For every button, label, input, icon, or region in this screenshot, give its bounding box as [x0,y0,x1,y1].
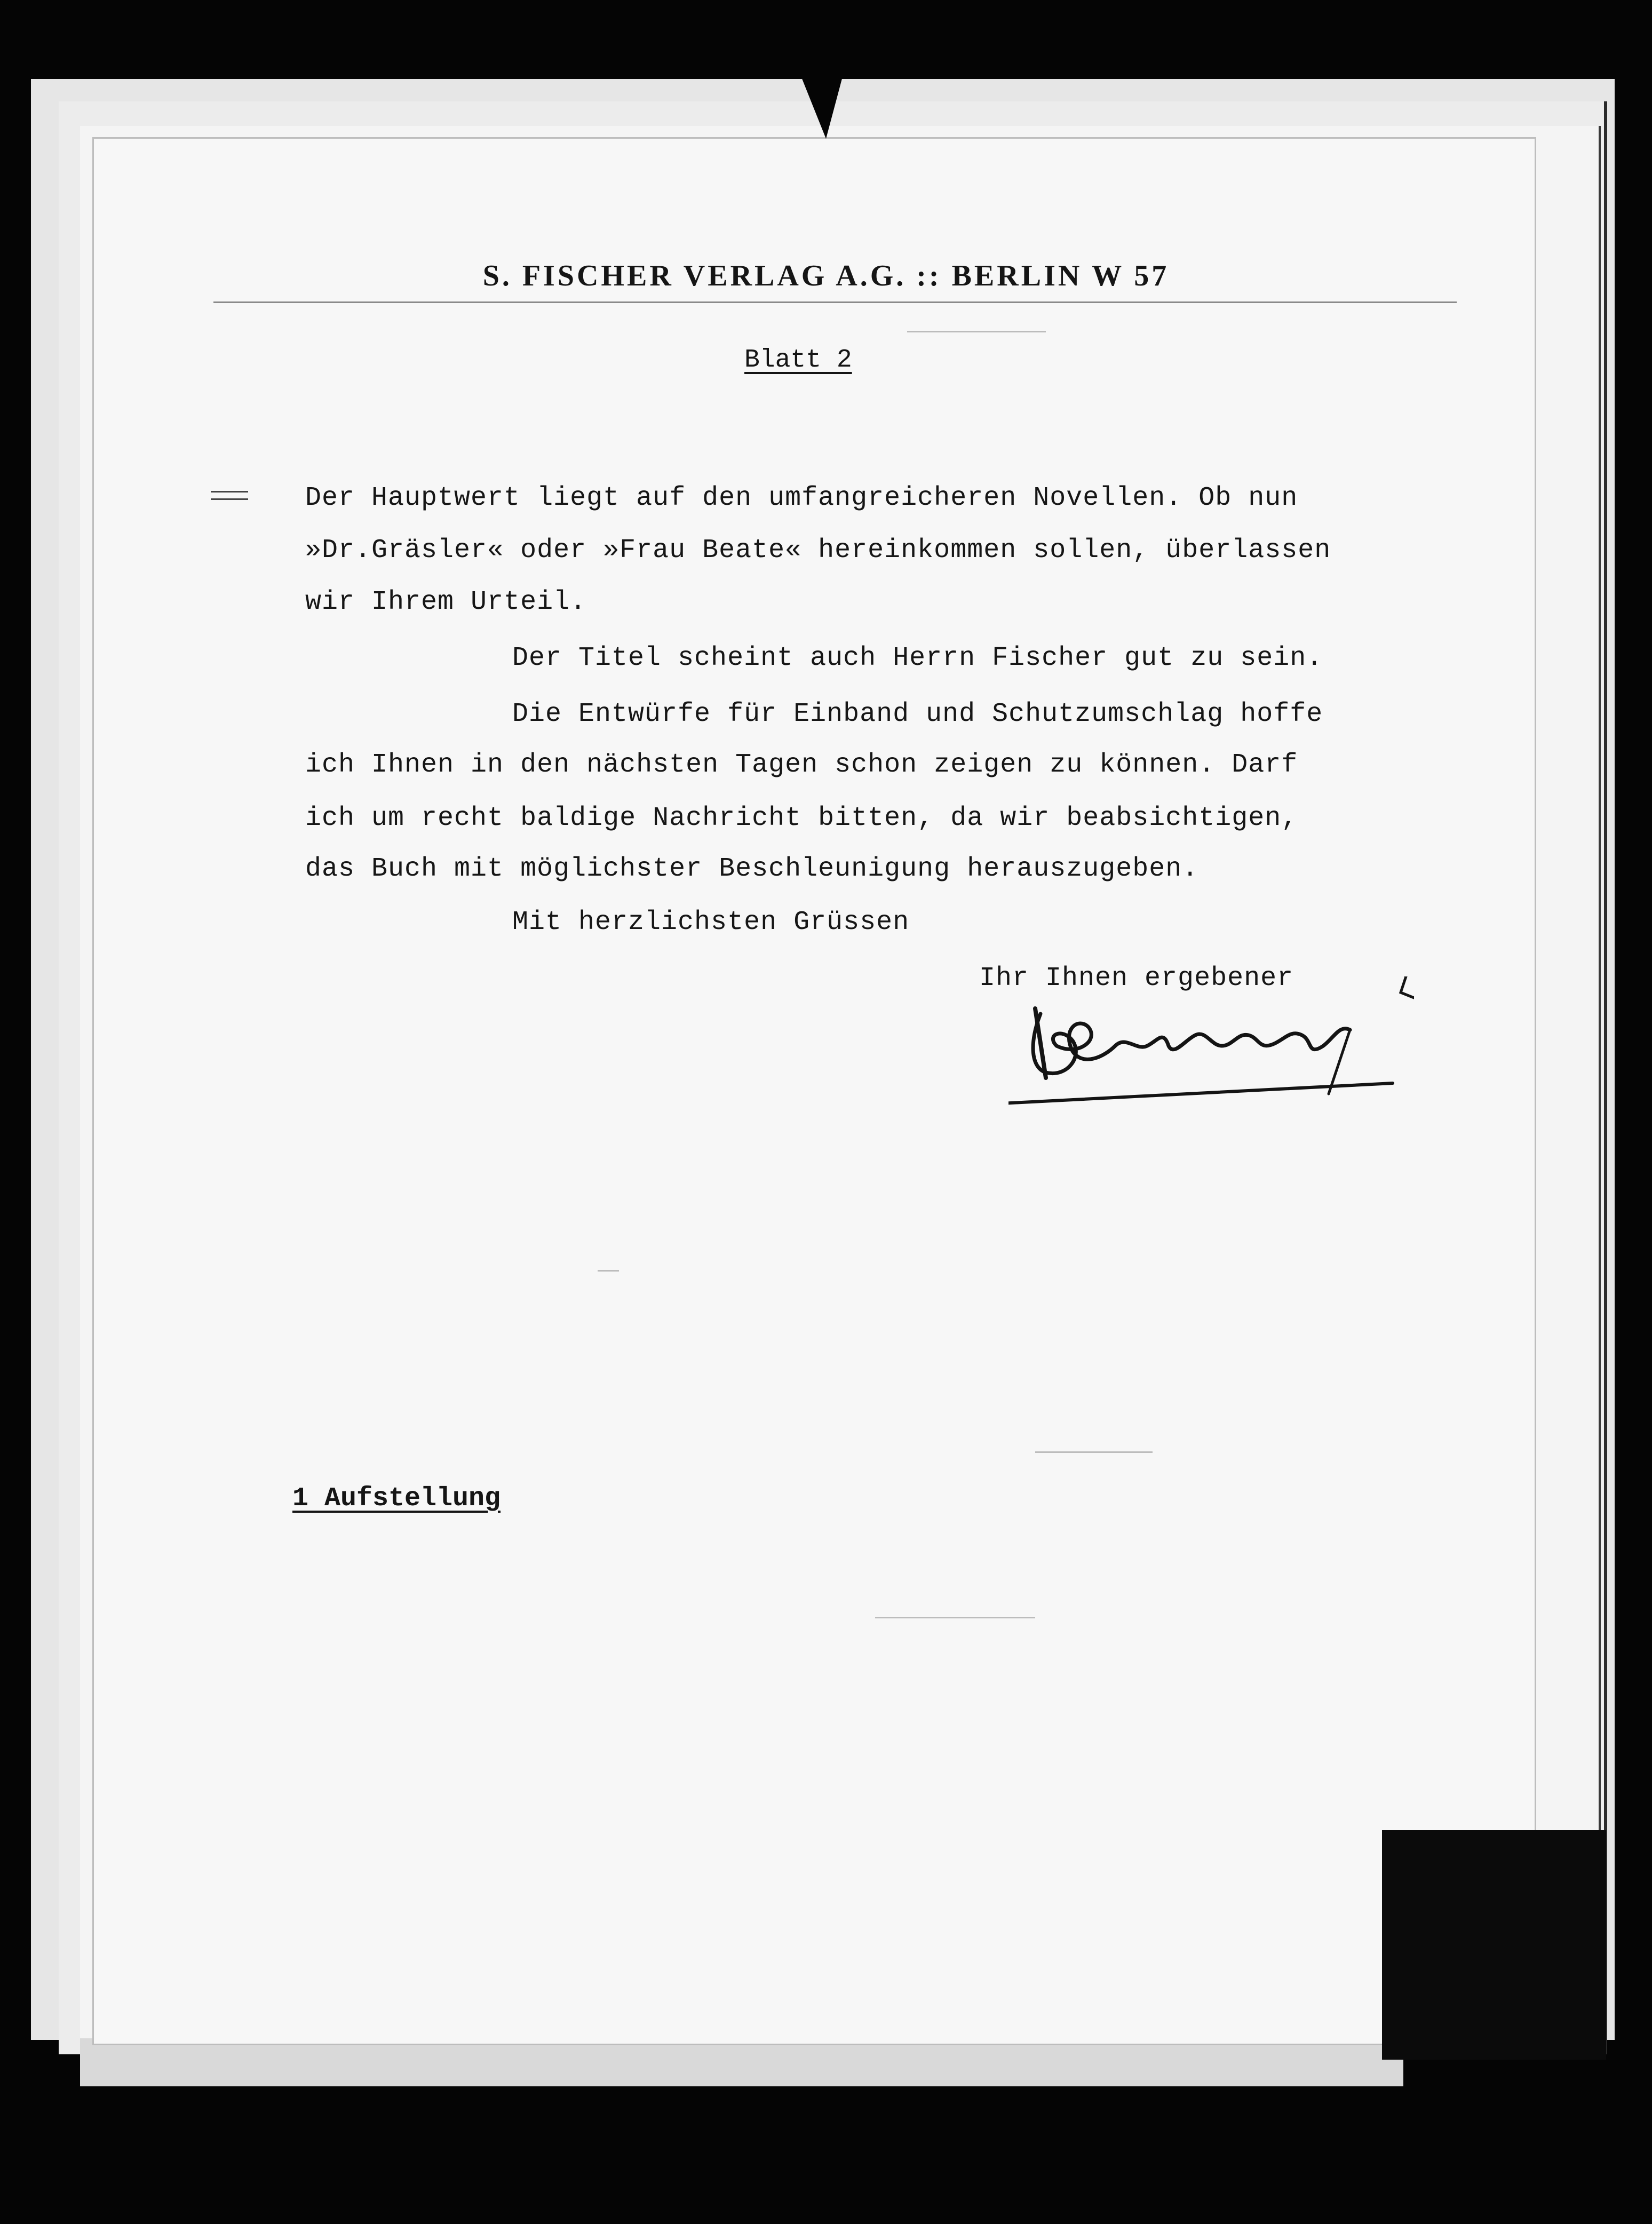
body-line: ich Ihnen in den nächsten Tagen schon zeigen zu können. Darf [305,750,1298,780]
body-line: »Dr.Gräsler« oder »Frau Beate« hereinkommen sollen, überlassen [305,535,1331,566]
margin-mark [211,491,248,493]
paper-speck [1035,1451,1153,1453]
page-label: Blatt 2 [744,346,852,375]
body-line: ich um recht baldige Nachricht bitten, da wir beabsichtigen, [305,803,1298,833]
paper-speck [875,1617,1035,1618]
paper-speck [598,1270,619,1272]
body-line: Der Titel scheint auch Herrn Fischer gut zu sein. [512,643,1323,673]
body-line: Der Hauptwert liegt auf den umfangreicheren Novellen. Ob nun [305,483,1298,513]
handwritten-signature [1008,976,1414,1110]
letterhead: S. FISCHER VERLAG A.G. :: BERLIN W 57 [482,259,1170,292]
enclosure-note: 1 Aufstellung [292,1483,501,1514]
body-line: Mit herzlichsten Grüssen [512,907,910,938]
closing-line: Ihr Ihnen ergebener [979,963,1294,994]
body-line: das Buch mit möglichster Beschleunigung herauszugeben. [305,854,1199,884]
bottom-paper-strip [80,2038,1403,2086]
body-line: wir Ihrem Urteil. [305,587,587,617]
letterhead-rule [213,301,1457,303]
dark-corner-tab [1382,1830,1606,2060]
paper-speck [907,331,1046,332]
body-line: Die Entwürfe für Einband und Schutzumschlag hoffe [512,699,1323,729]
